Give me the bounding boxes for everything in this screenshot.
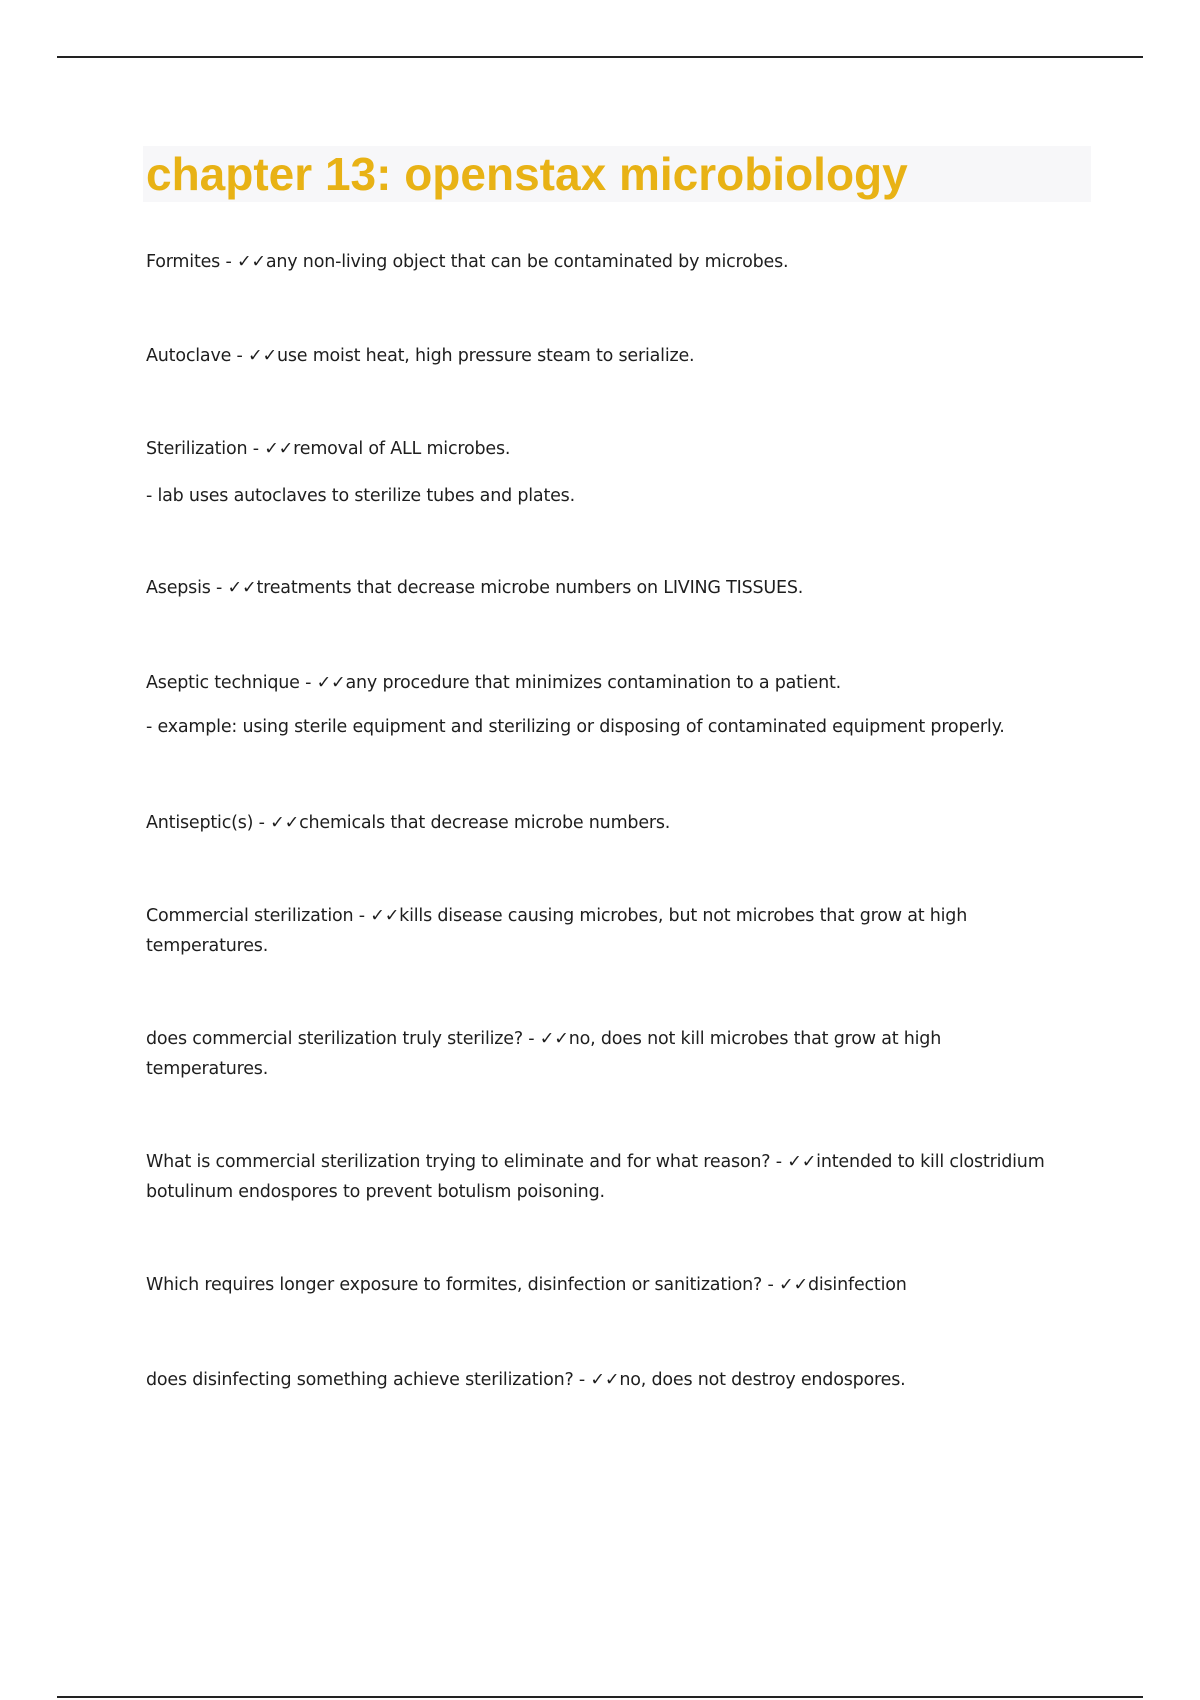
card-definition: treatments that decrease microbe numbers on LIVING TISSUES. — [256, 578, 804, 598]
double-check-icon: ✓✓ — [370, 906, 400, 926]
double-check-icon: ✓✓ — [227, 578, 257, 598]
card-term: Aseptic technique — [146, 673, 300, 693]
card-line — [146, 573, 1066, 603]
card-definition: chemicals that decrease microbe numbers. — [299, 813, 671, 833]
card-separator: - — [770, 1152, 788, 1172]
card-separator: - — [231, 346, 249, 366]
flashcard-asepsis — [146, 573, 1066, 603]
flashcard-eliminate-reason — [146, 1147, 1066, 1207]
card-note: - lab uses autoclaves to sterilize tubes and plates. — [146, 486, 575, 506]
bottom-rule — [57, 1696, 1143, 1698]
double-check-icon: ✓✓ — [539, 1029, 569, 1049]
double-check-icon: ✓✓ — [248, 346, 277, 366]
flashcard-commercial-sterilization — [146, 901, 1066, 961]
flashcard-antiseptics — [146, 808, 1066, 838]
card-term: Formites — [146, 252, 221, 272]
card-separator: - — [522, 1029, 540, 1049]
card-line — [146, 434, 1066, 464]
double-check-icon: ✓✓ — [316, 673, 346, 693]
card-definition: no, does not kill microbes that grow at high temperatures. — [146, 1029, 942, 1079]
card-line — [146, 668, 1066, 698]
flashcard-longer-exposure — [146, 1270, 1066, 1300]
card-term: Sterilization — [146, 439, 248, 459]
card-separator: - — [573, 1370, 591, 1390]
flashcard-formites — [146, 247, 1066, 277]
double-check-icon: ✓✓ — [779, 1275, 808, 1295]
card-definition: any procedure that minimizes contamination to a patient. — [345, 673, 841, 693]
top-rule — [57, 56, 1143, 58]
card-separator: - — [220, 252, 237, 272]
card-term: does commercial sterilization truly sterilize? — [146, 1029, 523, 1049]
card-definition: any non-living object that can be contaminated by microbes. — [265, 252, 789, 272]
flashcard-disinfecting — [146, 1365, 1066, 1395]
card-definition: disinfection — [807, 1275, 907, 1295]
card-line — [146, 1365, 1066, 1395]
card-line — [146, 1024, 1066, 1084]
card-line — [146, 1147, 1066, 1207]
card-term: Which requires longer exposure to formites, disinfection or sanitization? — [146, 1275, 763, 1295]
card-separator: - — [353, 906, 371, 926]
card-definition: removal of ALL microbes. — [293, 439, 511, 459]
card-separator: - — [762, 1275, 779, 1295]
flashcard-sterilization — [146, 434, 1066, 511]
double-check-icon: ✓✓ — [264, 439, 294, 459]
card-term: Commercial sterilization — [146, 906, 354, 926]
card-line — [146, 901, 1066, 961]
card-line — [146, 247, 1066, 277]
card-definition: no, does not destroy endospores. — [619, 1370, 906, 1390]
card-term: Autoclave — [146, 346, 232, 366]
card-definition: use moist heat, high pressure steam to serialize. — [276, 346, 695, 366]
card-separator: - — [253, 813, 271, 833]
card-separator: - — [210, 578, 228, 598]
flashcard-autoclave — [146, 341, 1066, 371]
double-check-icon: ✓✓ — [236, 252, 266, 272]
card-separator: - — [299, 673, 317, 693]
card-term: does disinfecting something achieve sterilization? — [146, 1370, 574, 1390]
card-term: Asepsis — [146, 578, 211, 598]
card-line — [146, 341, 1066, 371]
card-term: What is commercial sterilization trying to eliminate and for what reason? — [146, 1152, 771, 1172]
card-definition: kills disease causing microbes, but not microbes that grow at high temperatures. — [146, 906, 968, 956]
card-line — [146, 808, 1066, 838]
double-check-icon: ✓✓ — [270, 813, 300, 833]
card-separator: - — [247, 439, 265, 459]
card-term: Antiseptic(s) — [146, 813, 254, 833]
card-definition: intended to kill clostridium botulinum endospores to prevent botulism poisoning. — [146, 1152, 1045, 1202]
flashcard-aseptic-technique — [146, 668, 1066, 742]
card-note: - example: using sterile equipment and sterilizing or disposing of contaminated equipment properly. — [146, 717, 1005, 737]
card-line — [146, 1270, 1066, 1300]
flashcard-truly-sterilize — [146, 1024, 1066, 1084]
double-check-icon: ✓✓ — [787, 1152, 817, 1172]
page-title: chapter 13: openstax microbiology — [146, 148, 908, 200]
double-check-icon: ✓✓ — [590, 1370, 620, 1390]
